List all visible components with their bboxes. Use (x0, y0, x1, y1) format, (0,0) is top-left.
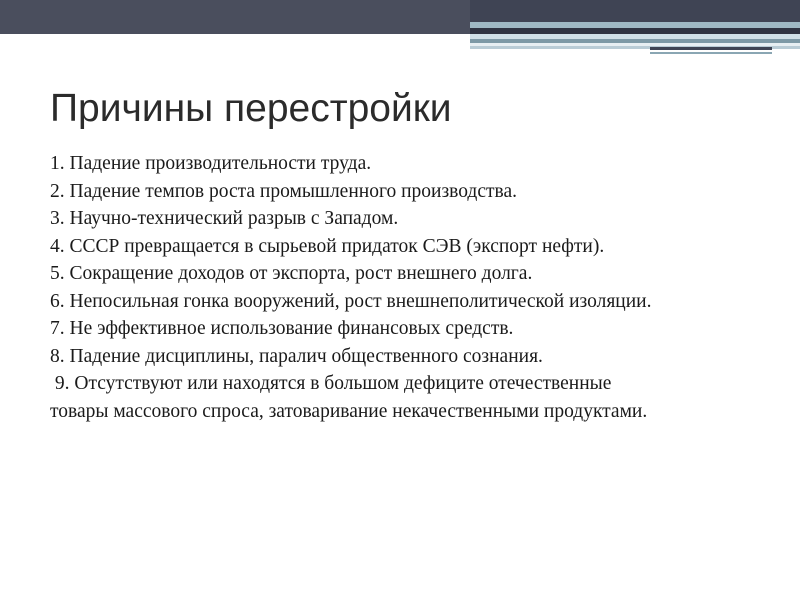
header-band-left (0, 0, 470, 34)
page-title: Причины перестройки (50, 87, 452, 131)
list-item: 7. Не эффективное использование финансовых средств. (50, 318, 514, 339)
list-item: товары массового спроса, затоваривание некачественными продуктами. (50, 400, 648, 422)
list-item: 4. СССР превращается в сырьевой придаток СЭВ (экспорт нефти). (50, 235, 605, 257)
list-item: 8. Падение дисциплины, паралич общественного сознания. (50, 345, 543, 367)
list-item: 3. Научно-технический разрыв с Западом. (50, 208, 399, 229)
list-item: 2. Падение темпов роста промышленного производства. (50, 180, 518, 202)
header-accent-line (650, 47, 772, 50)
slide-body (50, 150, 766, 425)
list-item: 5. Сокращение доходов от экспорта, рост внешнего долга. (50, 263, 533, 284)
header-stripe-1 (470, 0, 800, 22)
list-item: 1. Падение производительности труда. (50, 153, 372, 174)
header-accent-line-secondary (650, 52, 772, 54)
list-item: 9. Отсутствуют или находятся в большом дефиците отечественные (50, 373, 612, 394)
list-item: 6. Непосильная гонка вооружений, рост внешнеполитической изоляции. (50, 290, 652, 312)
